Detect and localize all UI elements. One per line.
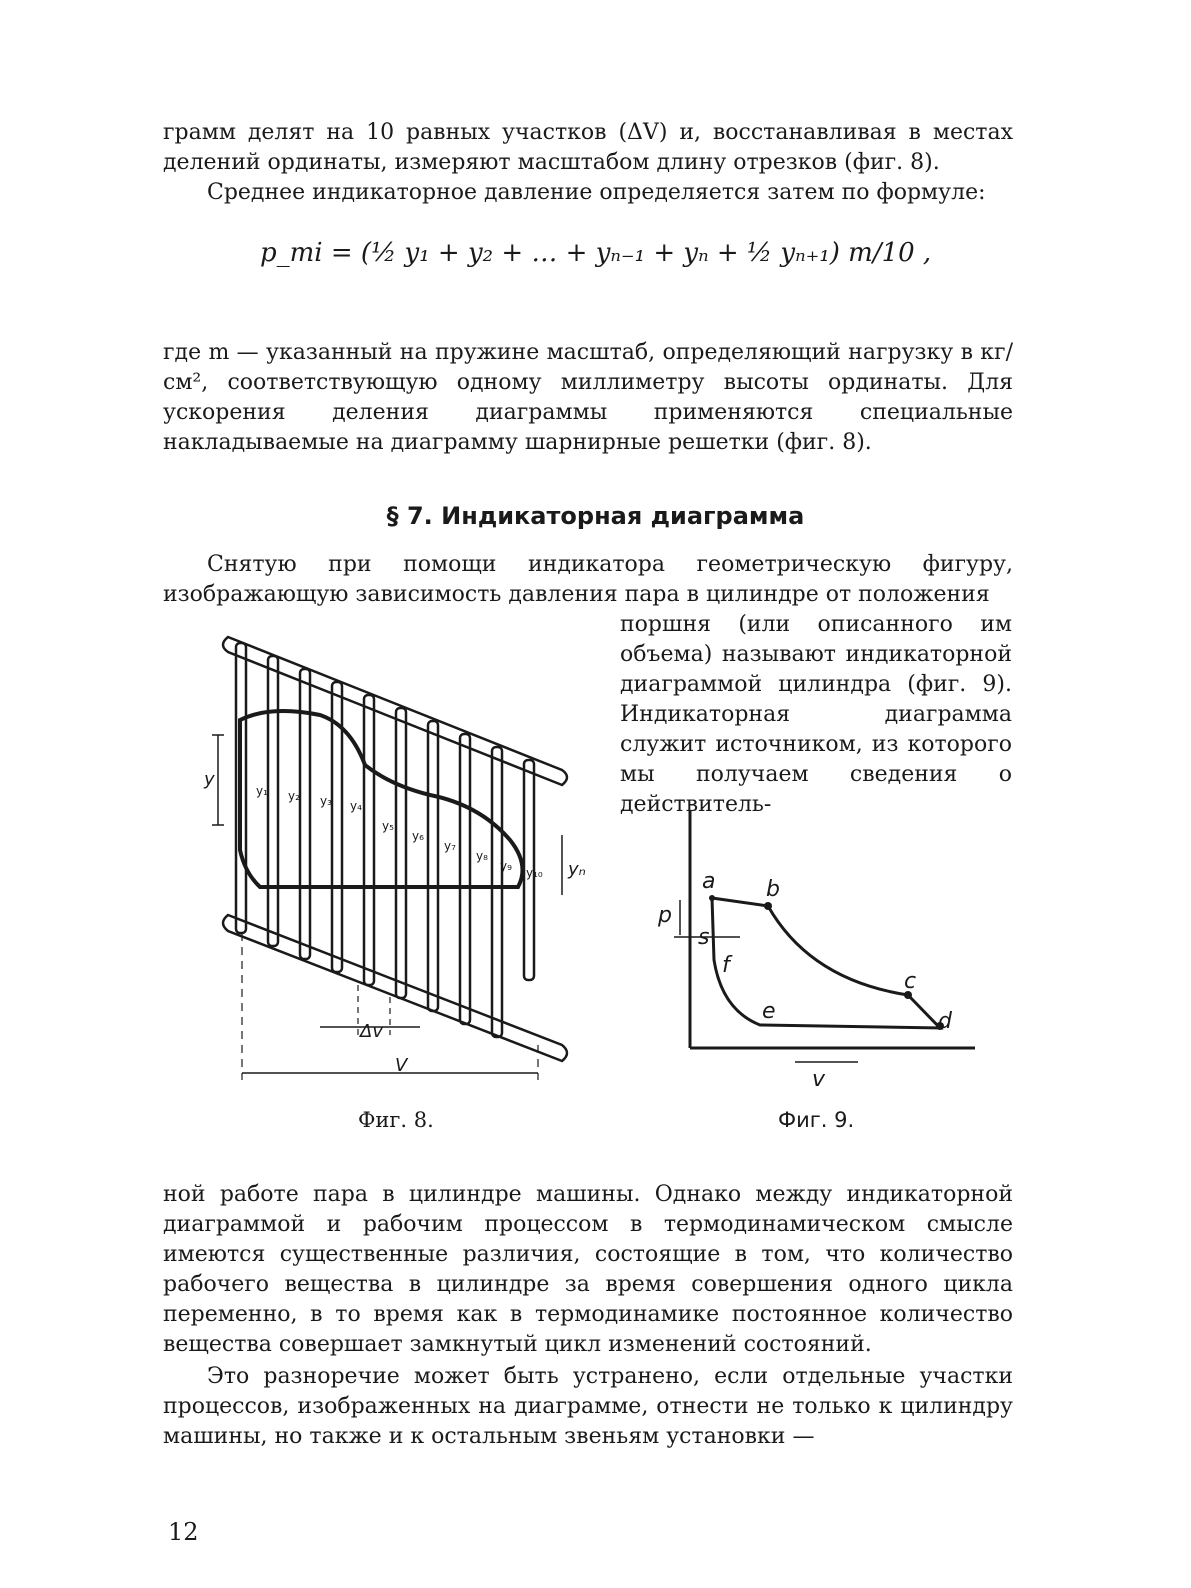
ordinate-label: y₅ [382, 819, 394, 833]
figure-8-caption: Фиг. 8. [358, 1108, 434, 1132]
paragraph-mean-pressure: Среднее индикаторное давление определяется затем по формуле: [207, 180, 986, 205]
point-f-label: f [722, 953, 730, 978]
axis-p-label: p [658, 903, 672, 928]
figure-9-caption: Фиг. 9. [778, 1108, 855, 1132]
ordinate-label: y₆ [412, 829, 424, 843]
section-heading: § 7. Индикаторная диаграмма [386, 502, 805, 530]
figure-8-hinged-grid [200, 625, 600, 1095]
paragraph-scale-m: где m — указанный на пружине масштаб, определяющий нагрузку в кг/см², соответствующую одному миллиметру высоты ординаты. Для ускорения деления диаграммы применяются специальные накладываемые на диаграмму шарнирные решетки (фиг. 8). [163, 340, 1013, 455]
point-e-label: e [762, 999, 776, 1024]
point-d-label: d [938, 1009, 952, 1034]
axis-v-label: v [812, 1067, 826, 1090]
paragraph-resolution: Это разноречие может быть устранено, если отдельные участки процессов, изображенных на диаграмме, отнести не только к цилиндру машины, но также и к остальным звеньям установки — [163, 1364, 1013, 1449]
ordinate-label: y₄ [350, 799, 362, 813]
paragraph-division: грамм делят на 10 равных участков (ΔV) и, восстанавливая в местах делений ординаты, измеряют масштабом длину отрезков (фиг. 8). [163, 120, 1013, 175]
paragraph-indicator-side: поршня (или описанного им объема) называют индикаторной диаграммой цилиндра (фиг. 9). Индикаторная диаграмма служит источником, из которого мы получаем сведения о действитель- [620, 612, 1012, 817]
ordinate-label: y₈ [476, 849, 488, 863]
paragraph-differences: ной работе пара в цилиндре машины. Однако между индикаторной диаграммой и рабочим процессом в термодинамическом смысле имеются существенные различия, состоящие в том, что количество рабочего вещества в цилиндре за время совершения одного цикла переменно, в то время как в термодинамике постоянное количество вещества совершает замкнутый цикл изменений состояний. [163, 1182, 1013, 1357]
ordinate-label: y₇ [444, 839, 456, 853]
label-y: y [204, 769, 215, 790]
point-c-label: c [904, 969, 917, 994]
figure-9-indicator-diagram [650, 800, 990, 1090]
ordinate-label: y₁ [256, 784, 268, 798]
label-V: V [395, 1055, 408, 1076]
paragraph-indicator-intro: Снятую при помощи индикатора геометрическую фигуру, изображающую зависимость давления пара в цилиндре от положения [163, 552, 1013, 607]
point-a-label: a [702, 869, 716, 894]
point-b-label: b [766, 877, 780, 902]
ordinate-label: y₉ [500, 859, 512, 873]
point-s-label: s [698, 925, 710, 950]
label-dv: Δv [360, 1021, 383, 1042]
ordinate-label: y₁₀ [526, 866, 543, 880]
formula-mean-indicated-pressure: p_mi = (½ y₁ + y₂ + … + yₙ₋₁ + yₙ + ½ yₙ₊₁) m/10 , [260, 238, 932, 268]
indicator-cycle [712, 898, 940, 1028]
grid-bars [236, 643, 534, 1037]
ordinate-label: y₃ [320, 794, 332, 808]
ordinate-label: y₂ [288, 789, 300, 803]
label-yn: yₙ [568, 859, 586, 880]
page-number: 12 [168, 1518, 199, 1546]
